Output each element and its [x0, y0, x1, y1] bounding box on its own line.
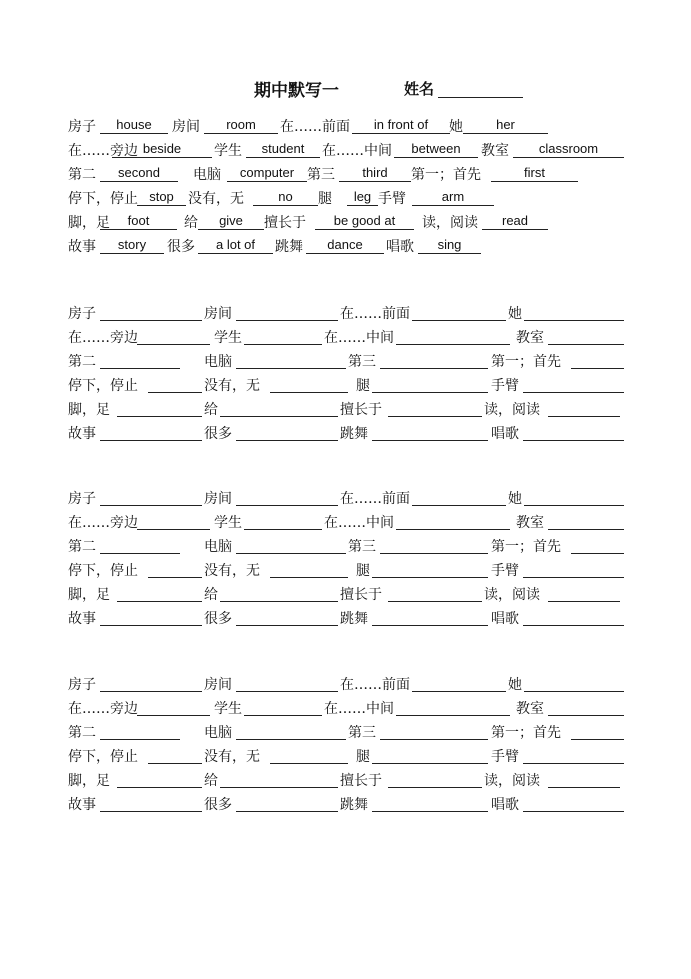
term-label: 故事 [68, 797, 96, 813]
term-label: 很多 [204, 426, 232, 442]
answer-blank[interactable] [513, 157, 624, 158]
practice-row [0, 301, 691, 325]
answer-blank[interactable] [571, 739, 624, 740]
answer-blank[interactable] [396, 529, 510, 530]
term-label: 擅长于 [340, 587, 382, 603]
term-label: 很多 [167, 239, 195, 255]
answer-text: house [116, 117, 152, 132]
term-label: 房间 [172, 119, 200, 135]
answer-text: computer [239, 165, 295, 180]
answer-blank[interactable] [418, 253, 481, 254]
term-label: 停下，停止 [68, 563, 138, 579]
term-label: 房间 [204, 491, 232, 507]
term-label: 读，阅读 [484, 587, 540, 603]
answer-text: no [278, 189, 293, 204]
answer-blank[interactable] [339, 181, 411, 182]
answer-blank[interactable] [548, 529, 624, 530]
answer-row [0, 234, 691, 258]
answer-blank[interactable] [227, 181, 307, 182]
answer-blank[interactable] [236, 553, 346, 554]
answer-row [0, 210, 691, 234]
term-label: 房间 [204, 677, 232, 693]
answer-blank[interactable] [117, 601, 202, 602]
answer-blank[interactable] [137, 529, 210, 530]
answer-blank[interactable] [236, 440, 338, 441]
answer-blank[interactable] [548, 344, 624, 345]
answer-blank[interactable] [100, 811, 202, 812]
answer-blank[interactable] [137, 715, 210, 716]
term-label: 给 [204, 587, 218, 603]
answer-blank[interactable] [204, 133, 278, 134]
answer-blank[interactable] [372, 811, 488, 812]
term-label: 电脑 [193, 167, 221, 183]
term-label: 擅长于 [264, 215, 306, 231]
practice-row [0, 696, 691, 720]
answer-text: sing [437, 237, 462, 252]
term-label: 学生 [214, 143, 242, 159]
term-label: 给 [204, 773, 218, 789]
answer-blank[interactable] [117, 787, 202, 788]
term-label: 第二 [68, 539, 96, 555]
practice-row [0, 582, 691, 606]
answer-text: student [261, 141, 305, 156]
term-label: 脚，足 [68, 402, 110, 418]
answer-blank[interactable] [380, 739, 488, 740]
term-label: 在……中间 [322, 143, 392, 159]
term-label: 脚，足 [68, 587, 110, 603]
answer-blank[interactable] [412, 691, 506, 692]
term-label: 第二 [68, 354, 96, 370]
term-label: 她 [508, 306, 522, 322]
answer-text: classroom [538, 141, 599, 156]
answer-text: first [524, 165, 545, 180]
term-label: 很多 [204, 611, 232, 627]
answer-blank[interactable] [100, 253, 164, 254]
practice-row [0, 792, 691, 816]
term-label: 第三 [348, 539, 376, 555]
term-label: 唱歌 [491, 797, 519, 813]
answer-row [0, 162, 691, 186]
answer-blank[interactable] [148, 392, 202, 393]
term-label: 房子 [68, 491, 96, 507]
answer-blank[interactable] [372, 440, 488, 441]
answer-blank[interactable] [571, 553, 624, 554]
answer-blank[interactable] [236, 691, 338, 692]
answer-blank[interactable] [236, 320, 338, 321]
answer-blank[interactable] [148, 577, 202, 578]
practice-row [0, 325, 691, 349]
answer-blank[interactable] [548, 601, 620, 602]
term-label: 没有，无 [204, 749, 260, 765]
answer-blank[interactable] [236, 505, 338, 506]
term-label: 跳舞 [340, 426, 368, 442]
answer-blank[interactable] [548, 715, 624, 716]
term-label: 学生 [214, 515, 242, 531]
answer-blank[interactable] [236, 625, 338, 626]
term-label: 在……前面 [340, 306, 410, 322]
term-label: 没有，无 [188, 191, 244, 207]
term-label: 手臂 [491, 749, 519, 765]
term-label: 电脑 [204, 354, 232, 370]
answer-blank[interactable] [388, 787, 482, 788]
term-label: 腿 [356, 378, 370, 394]
answer-blank[interactable] [523, 811, 624, 812]
answer-blank[interactable] [100, 181, 178, 182]
term-label: 手臂 [491, 563, 519, 579]
answer-blank[interactable] [524, 505, 624, 506]
answer-text: foot [127, 213, 150, 228]
practice-row [0, 744, 691, 768]
answer-blank[interactable] [100, 691, 202, 692]
answer-blank[interactable] [524, 691, 624, 692]
term-label: 房子 [68, 119, 96, 135]
term-label: 故事 [68, 426, 96, 442]
term-label: 很多 [204, 797, 232, 813]
answer-text: give [219, 213, 243, 228]
term-label: 她 [508, 491, 522, 507]
answer-blank[interactable] [548, 787, 620, 788]
term-label: 电脑 [204, 539, 232, 555]
answer-blank[interactable] [396, 715, 510, 716]
practice-row [0, 486, 691, 510]
practice-row [0, 606, 691, 630]
answer-blank[interactable] [100, 505, 202, 506]
answer-blank[interactable] [236, 739, 346, 740]
answer-blank[interactable] [412, 205, 494, 206]
answer-blank[interactable] [380, 553, 488, 554]
term-label: 电脑 [204, 725, 232, 741]
term-label: 学生 [214, 701, 242, 717]
answer-row [0, 114, 691, 138]
answer-blank[interactable] [523, 625, 624, 626]
term-label: 第三 [348, 725, 376, 741]
answer-blank[interactable] [253, 205, 318, 206]
term-label: 给 [204, 402, 218, 418]
term-label: 腿 [318, 191, 332, 207]
term-label: 停下，停止 [68, 749, 138, 765]
answer-blank[interactable] [412, 320, 506, 321]
answer-row [0, 186, 691, 210]
answer-blank[interactable] [270, 392, 348, 393]
answer-blank[interactable] [388, 416, 482, 417]
answer-blank[interactable] [523, 392, 624, 393]
answer-text: be good at [333, 213, 396, 228]
term-label: 房间 [204, 306, 232, 322]
answer-blank[interactable] [396, 344, 510, 345]
answer-blank[interactable] [100, 320, 202, 321]
term-label: 教室 [516, 330, 544, 346]
term-label: 她 [508, 677, 522, 693]
answer-blank[interactable] [306, 253, 384, 254]
answer-text: second [118, 165, 160, 180]
answer-text: leg [353, 189, 372, 204]
answer-blank[interactable] [463, 133, 548, 134]
answer-blank[interactable] [100, 229, 177, 230]
answer-blank[interactable] [198, 253, 273, 254]
term-label: 停下，停止 [68, 378, 138, 394]
practice-row [0, 397, 691, 421]
practice-row [0, 720, 691, 744]
answer-blank[interactable] [380, 368, 488, 369]
term-label: 教室 [481, 143, 509, 159]
term-label: 在……中间 [324, 701, 394, 717]
term-label: 给 [184, 215, 198, 231]
answer-blank[interactable] [394, 157, 478, 158]
term-label: 唱歌 [491, 426, 519, 442]
term-label: 第二 [68, 167, 96, 183]
term-label: 房子 [68, 306, 96, 322]
term-label: 跳舞 [340, 611, 368, 627]
answer-blank[interactable] [220, 416, 338, 417]
answer-blank[interactable] [112, 157, 212, 158]
answer-text: third [362, 165, 388, 180]
term-label: 跳舞 [275, 239, 303, 255]
term-label: 她 [449, 119, 463, 135]
answer-text: her [496, 117, 515, 132]
term-label: 第三 [348, 354, 376, 370]
term-label: 第一；首先 [491, 539, 561, 555]
practice-row [0, 672, 691, 696]
practice-row [0, 349, 691, 373]
term-label: 第一；首先 [411, 167, 481, 183]
answer-blank[interactable] [117, 416, 202, 417]
answer-blank[interactable] [220, 601, 338, 602]
answer-blank[interactable] [347, 205, 378, 206]
answer-blank[interactable] [137, 344, 210, 345]
answer-text: story [117, 237, 147, 252]
answer-text: between [411, 141, 461, 156]
term-label: 故事 [68, 611, 96, 627]
answer-row [0, 138, 691, 162]
answer-text: in front of [373, 117, 429, 132]
term-label: 第一；首先 [491, 725, 561, 741]
term-label: 擅长于 [340, 402, 382, 418]
answer-blank[interactable] [523, 763, 624, 764]
answer-blank[interactable] [100, 739, 180, 740]
practice-row [0, 768, 691, 792]
answer-blank[interactable] [236, 368, 346, 369]
header [0, 76, 691, 102]
answer-blank[interactable] [137, 205, 186, 206]
answer-text: dance [327, 237, 363, 252]
term-label: 第三 [307, 167, 335, 183]
answer-text: read [501, 213, 529, 228]
answer-blank[interactable] [372, 392, 488, 393]
term-label: 第二 [68, 725, 96, 741]
term-label: 没有，无 [204, 378, 260, 394]
answer-blank[interactable] [100, 133, 168, 134]
term-label: 读，阅读 [484, 402, 540, 418]
practice-row [0, 373, 691, 397]
answer-blank[interactable] [571, 368, 624, 369]
term-label: 唱歌 [386, 239, 414, 255]
term-label: 在……旁边 [68, 515, 138, 531]
answer-blank[interactable] [100, 368, 180, 369]
term-label: 没有，无 [204, 563, 260, 579]
answer-blank[interactable] [523, 577, 624, 578]
name-blank[interactable] [438, 97, 523, 98]
answer-blank[interactable] [244, 715, 322, 716]
practice-row [0, 558, 691, 582]
term-label: 脚，足 [68, 215, 110, 231]
name-label: 姓名 [404, 80, 435, 98]
answer-blank[interactable] [246, 157, 320, 158]
answer-blank[interactable] [220, 787, 338, 788]
term-label: 在……旁边 [68, 701, 138, 717]
term-label: 房子 [68, 677, 96, 693]
term-label: 手臂 [491, 378, 519, 394]
answer-blank[interactable] [148, 763, 202, 764]
term-label: 擅长于 [340, 773, 382, 789]
answer-blank[interactable] [548, 416, 620, 417]
answer-blank[interactable] [524, 320, 624, 321]
answer-blank[interactable] [100, 625, 202, 626]
term-label: 在……旁边 [68, 330, 138, 346]
answer-blank[interactable] [270, 763, 348, 764]
answer-blank[interactable] [315, 229, 414, 230]
answer-blank[interactable] [270, 577, 348, 578]
answer-blank[interactable] [372, 577, 488, 578]
answer-text: arm [441, 189, 465, 204]
answer-blank[interactable] [244, 529, 322, 530]
answer-blank[interactable] [236, 811, 338, 812]
term-label: 脚，足 [68, 773, 110, 789]
answer-text: room [226, 117, 256, 132]
term-label: 在……前面 [340, 677, 410, 693]
term-label: 在……中间 [324, 515, 394, 531]
term-label: 教室 [516, 701, 544, 717]
answer-blank[interactable] [523, 440, 624, 441]
answer-blank[interactable] [372, 763, 488, 764]
term-label: 故事 [68, 239, 96, 255]
term-label: 唱歌 [491, 611, 519, 627]
term-label: 读，阅读 [484, 773, 540, 789]
answer-text: stop [149, 189, 174, 204]
practice-row [0, 510, 691, 534]
term-label: 第一；首先 [491, 354, 561, 370]
answer-text: beside [142, 141, 182, 156]
practice-row [0, 534, 691, 558]
term-label: 在……中间 [324, 330, 394, 346]
term-label: 在……旁边 [68, 143, 138, 159]
term-label: 腿 [356, 563, 370, 579]
term-label: 手臂 [378, 191, 406, 207]
answer-blank[interactable] [100, 440, 202, 441]
answer-blank[interactable] [482, 229, 548, 230]
term-label: 在……前面 [340, 491, 410, 507]
term-label: 腿 [356, 749, 370, 765]
answer-blank[interactable] [100, 553, 180, 554]
term-label: 学生 [214, 330, 242, 346]
answer-text: a lot of [215, 237, 256, 252]
answer-blank[interactable] [244, 344, 322, 345]
term-label: 读，阅读 [422, 215, 478, 231]
page-title: 期中默写一 [254, 81, 339, 101]
answer-blank[interactable] [352, 133, 450, 134]
practice-row [0, 421, 691, 445]
answer-blank[interactable] [372, 625, 488, 626]
answer-blank[interactable] [491, 181, 578, 182]
answer-blank[interactable] [388, 601, 482, 602]
term-label: 在……前面 [280, 119, 350, 135]
term-label: 教室 [516, 515, 544, 531]
answer-blank[interactable] [412, 505, 506, 506]
term-label: 跳舞 [340, 797, 368, 813]
term-label: 停下，停止 [68, 191, 138, 207]
answer-blank[interactable] [198, 229, 264, 230]
